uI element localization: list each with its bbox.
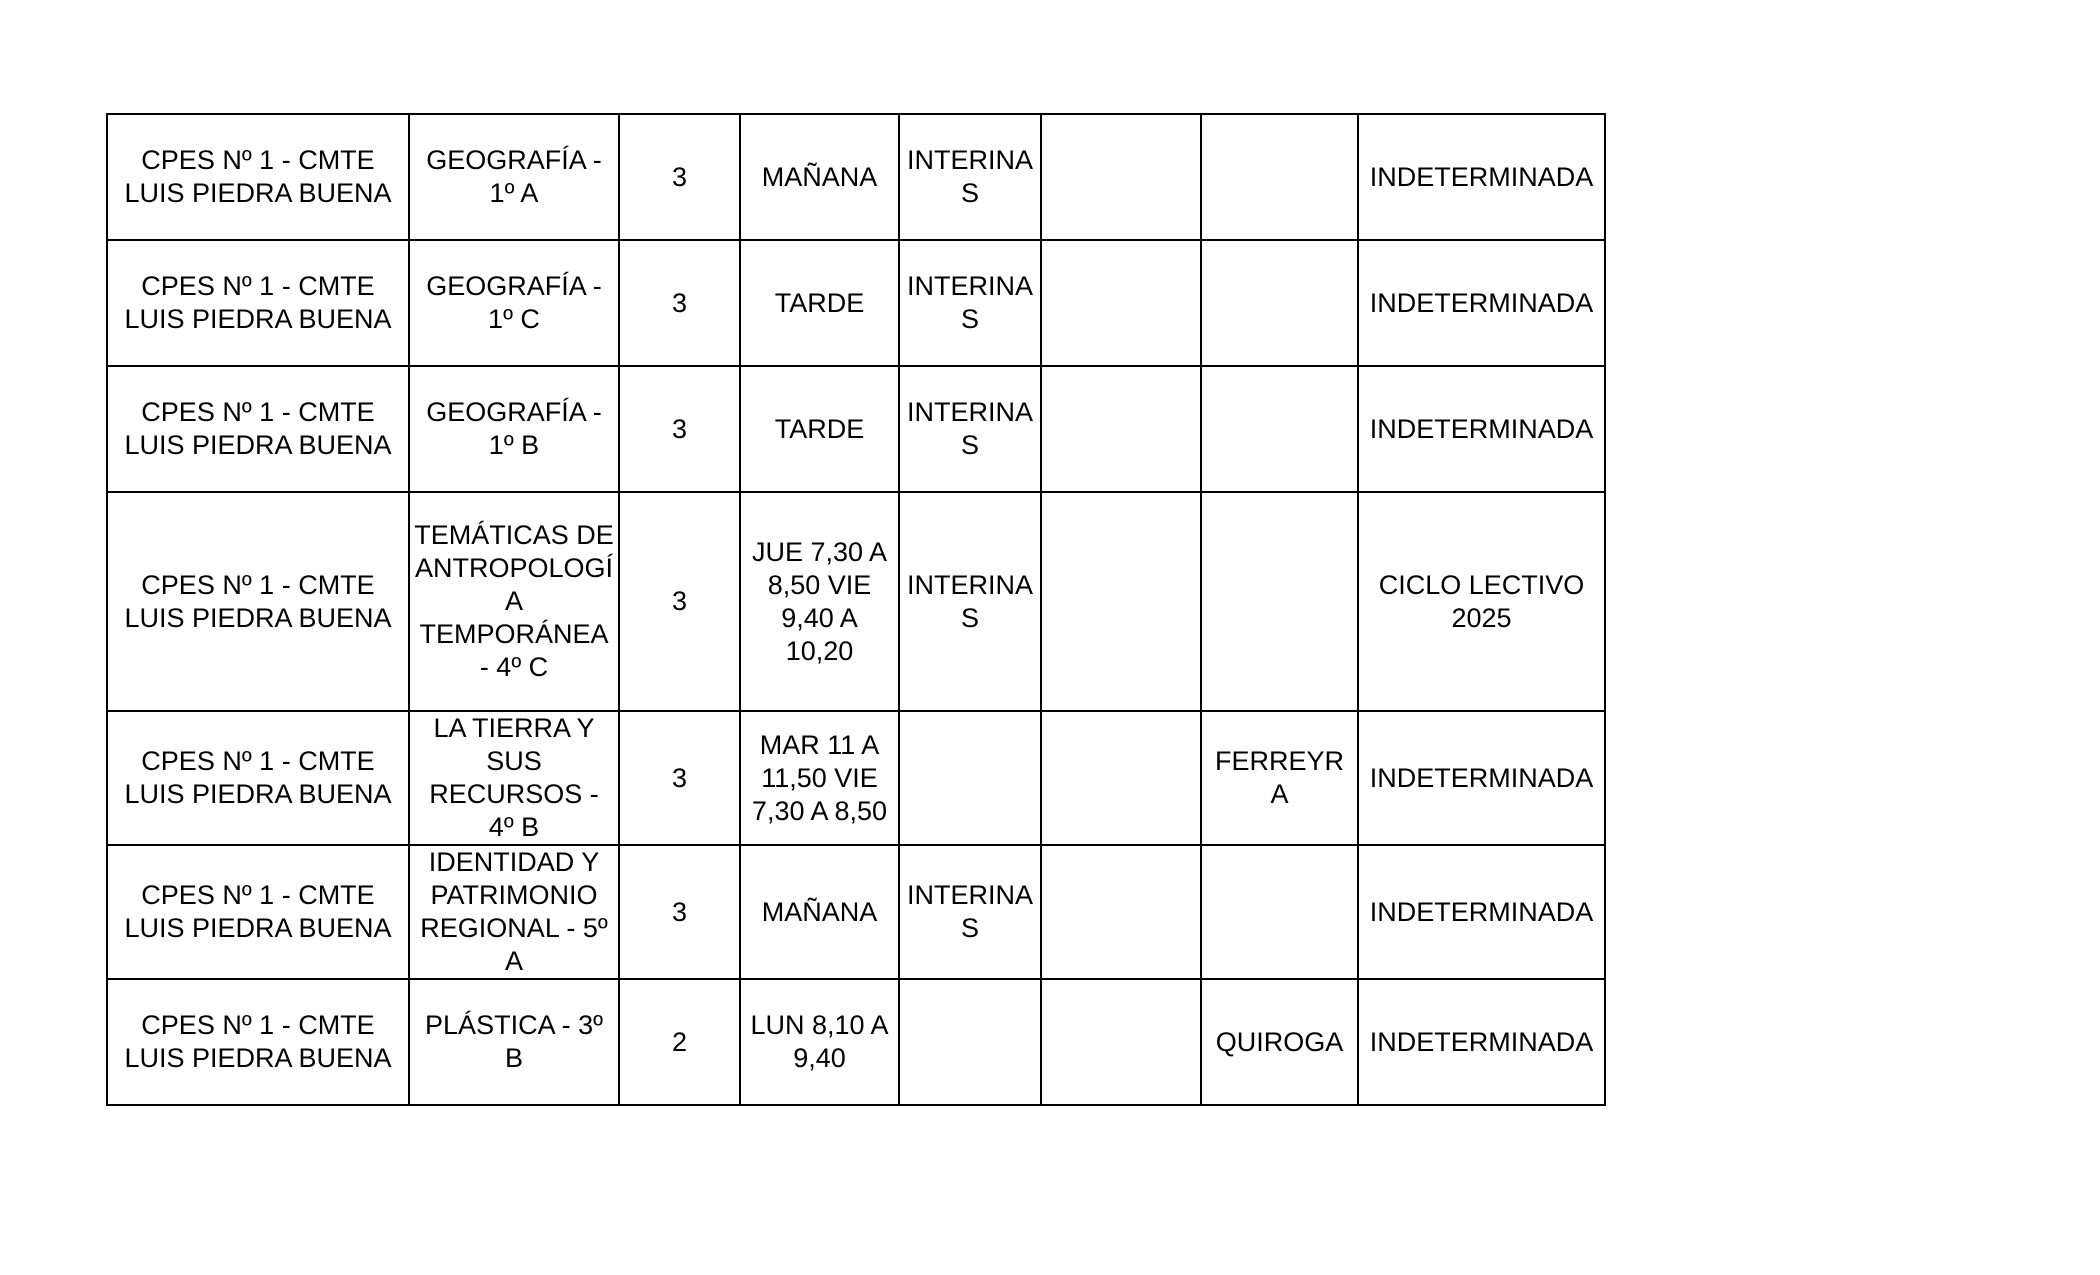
institution-cell: CPES Nº 1 - CMTE LUIS PIEDRA BUENA <box>107 114 409 240</box>
status-cell <box>899 711 1041 845</box>
teacher-cell: FERREYRA <box>1201 711 1358 845</box>
institution-cell: CPES Nº 1 - CMTE LUIS PIEDRA BUENA <box>107 492 409 711</box>
hours-cell: 3 <box>619 845 740 979</box>
empty-cell <box>1041 366 1201 492</box>
table-row <box>107 492 1605 711</box>
vacancies-table <box>106 113 1606 1106</box>
table-row <box>107 979 1605 1105</box>
teacher-cell <box>1201 240 1358 366</box>
status-cell: INTERINA S <box>899 366 1041 492</box>
institution-cell: CPES Nº 1 - CMTE LUIS PIEDRA BUENA <box>107 979 409 1105</box>
shift-cell: JUE 7,30 A 8,50 VIE 9,40 A 10,20 <box>740 492 899 711</box>
table-row <box>107 240 1605 366</box>
empty-cell <box>1041 711 1201 845</box>
teacher-cell: QUIROGA <box>1201 979 1358 1105</box>
shift-cell: TARDE <box>740 366 899 492</box>
institution-cell: CPES Nº 1 - CMTE LUIS PIEDRA BUENA <box>107 240 409 366</box>
subject-cell: PLÁSTICA - 3º B <box>409 979 619 1105</box>
teacher-cell <box>1201 114 1358 240</box>
subject-cell: IDENTIDAD Y PATRIMONIO REGIONAL - 5º A <box>409 845 619 979</box>
teacher-cell <box>1201 366 1358 492</box>
shift-cell: LUN 8,10 A 9,40 <box>740 979 899 1105</box>
status-cell: INTERINA S <box>899 240 1041 366</box>
empty-cell <box>1041 979 1201 1105</box>
hours-cell: 3 <box>619 366 740 492</box>
empty-cell <box>1041 845 1201 979</box>
status-cell <box>899 979 1041 1105</box>
hours-cell: 3 <box>619 114 740 240</box>
empty-cell <box>1041 114 1201 240</box>
status-cell: INTERINA S <box>899 845 1041 979</box>
table-row <box>107 114 1605 240</box>
subject-cell: TEMÁTICAS DE ANTROPOLOGÍ A TEMPORÁNEA - 4º C <box>409 492 619 711</box>
hours-cell: 3 <box>619 711 740 845</box>
shift-cell: MAÑANA <box>740 845 899 979</box>
institution-cell: CPES Nº 1 - CMTE LUIS PIEDRA BUENA <box>107 845 409 979</box>
duration-cell: INDETERMINADA <box>1358 845 1605 979</box>
table-row <box>107 711 1605 845</box>
teacher-cell <box>1201 845 1358 979</box>
hours-cell: 2 <box>619 979 740 1105</box>
status-cell: INTERINA S <box>899 492 1041 711</box>
shift-cell: MAÑANA <box>740 114 899 240</box>
empty-cell <box>1041 240 1201 366</box>
duration-cell: CICLO LECTIVO 2025 <box>1358 492 1605 711</box>
duration-cell: INDETERMINADA <box>1358 240 1605 366</box>
duration-cell: INDETERMINADA <box>1358 114 1605 240</box>
duration-cell: INDETERMINADA <box>1358 711 1605 845</box>
subject-cell: GEOGRAFÍA - 1º C <box>409 240 619 366</box>
status-cell: INTERINA S <box>899 114 1041 240</box>
duration-cell: INDETERMINADA <box>1358 979 1605 1105</box>
subject-cell: GEOGRAFÍA - 1º B <box>409 366 619 492</box>
shift-cell: TARDE <box>740 240 899 366</box>
subject-cell: GEOGRAFÍA - 1º A <box>409 114 619 240</box>
shift-cell: MAR 11 A 11,50 VIE 7,30 A 8,50 <box>740 711 899 845</box>
subject-cell: LA TIERRA Y SUS RECURSOS - 4º B <box>409 711 619 845</box>
hours-cell: 3 <box>619 240 740 366</box>
institution-cell: CPES Nº 1 - CMTE LUIS PIEDRA BUENA <box>107 711 409 845</box>
table-row <box>107 366 1605 492</box>
teacher-cell <box>1201 492 1358 711</box>
hours-cell: 3 <box>619 492 740 711</box>
duration-cell: INDETERMINADA <box>1358 366 1605 492</box>
table-row <box>107 845 1605 979</box>
empty-cell <box>1041 492 1201 711</box>
institution-cell: CPES Nº 1 - CMTE LUIS PIEDRA BUENA <box>107 366 409 492</box>
